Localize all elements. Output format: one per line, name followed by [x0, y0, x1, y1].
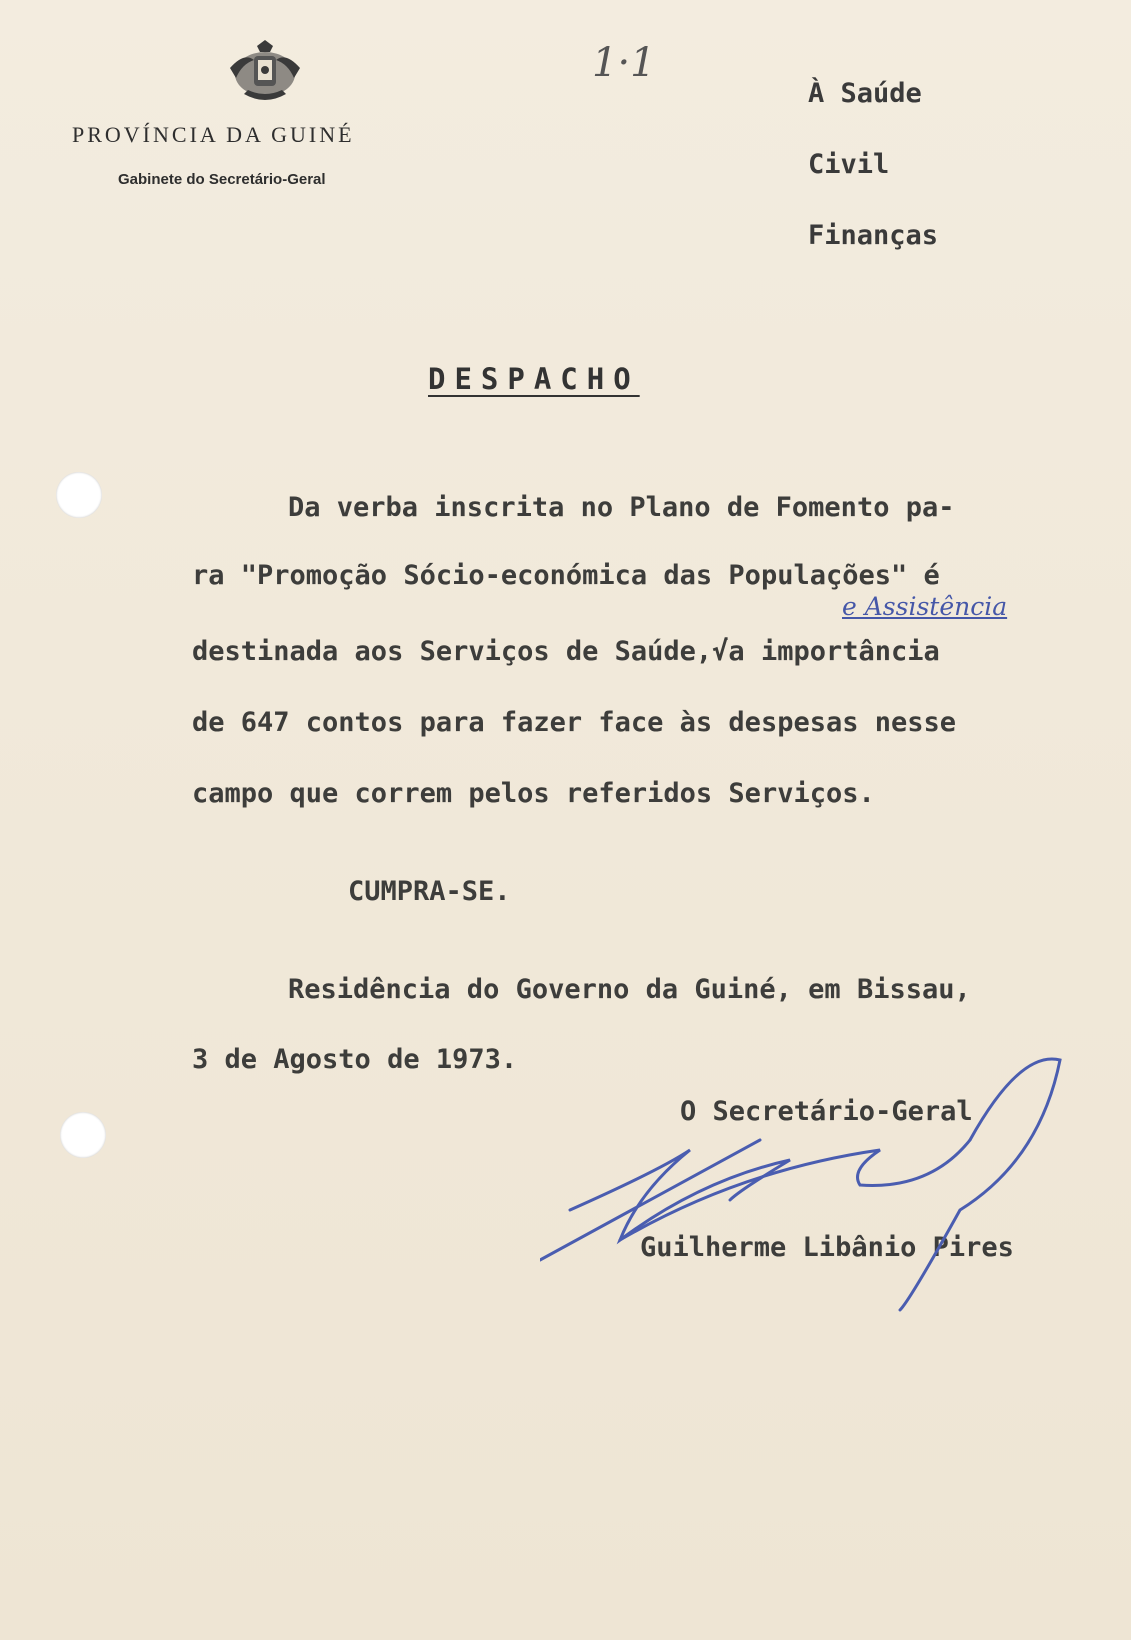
handwritten-signature	[540, 1040, 1100, 1320]
signatory-role: O Secretário-Geral	[680, 1096, 973, 1127]
recipient-saude: À Saúde	[808, 78, 922, 109]
handwritten-insertion: e Assistência	[842, 592, 1008, 621]
date-line: 3 de Agosto de 1973.	[192, 1044, 518, 1075]
handwritten-reference: 1·1	[592, 40, 656, 86]
body-line-4: de 647 contos para fazer face às despesas nesse	[192, 707, 957, 738]
document-heading: DESPACHO	[428, 362, 640, 396]
body-line-5: campo que correm pelos referidos Serviços.	[192, 778, 875, 809]
body-line-2: ra "Promoção Sócio-económica das Populações" é	[192, 560, 940, 591]
body-line-1: Da verba inscrita no Plano de Fomento pa-	[288, 492, 955, 523]
punch-hole-bottom	[60, 1112, 106, 1158]
letterhead-subtitle: Gabinete do Secretário-Geral	[118, 171, 326, 188]
letterhead-title: PROVÍNCIA DA GUINÉ	[72, 122, 355, 147]
recipient-civil: Civil	[808, 149, 890, 180]
place-line: Residência do Governo da Guiné, em Bissau,	[288, 974, 971, 1005]
order-cumpra-se: CUMPRA-SE.	[348, 876, 511, 907]
punch-hole-top	[56, 472, 102, 518]
recipient-financas: Finanças	[808, 220, 939, 251]
coat-of-arms-icon	[224, 38, 306, 106]
body-line-3: destinada aos Serviços de Saúde,√a importância	[192, 636, 940, 667]
signatory-name: Guilherme Libânio Pires	[640, 1232, 1014, 1263]
